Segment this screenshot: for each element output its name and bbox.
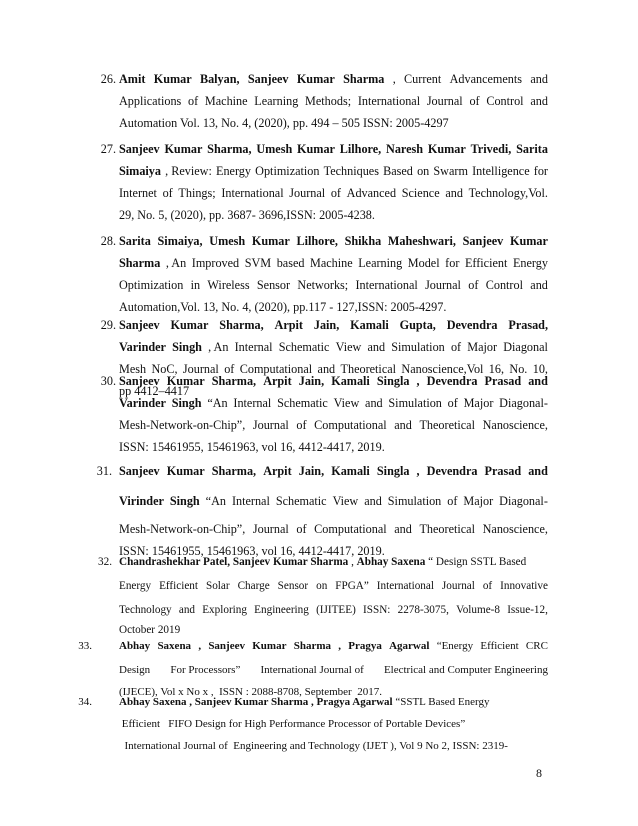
reference-word: Advancements — [449, 72, 523, 86]
reference-word: Devendra — [446, 318, 498, 332]
reference-word: Diagonal — [503, 340, 548, 354]
reference-word: of — [482, 580, 493, 592]
reference-line — [119, 696, 548, 708]
reference-word: Trivedi, — [470, 142, 512, 156]
reference-line — [119, 440, 548, 455]
reference-number: 30. — [100, 374, 116, 388]
reference-word: Sharma — [119, 256, 161, 270]
reference-word: Kumar — [509, 234, 548, 248]
reference-word: Sarita — [119, 234, 151, 248]
reference-word: Sharma, — [211, 374, 257, 388]
reference-word: Efficient — [480, 640, 519, 652]
reference-word: Naresh — [386, 142, 424, 156]
reference-word: Technology — [119, 604, 172, 616]
reference-line — [119, 522, 548, 537]
reference-word: Simaiya, — [157, 234, 203, 248]
reference-word: Kumar — [427, 142, 466, 156]
reference-word: Sharma — [343, 72, 385, 86]
reference-word: Learning — [358, 256, 403, 270]
reference-word: Kumar — [170, 318, 209, 332]
reference-word: Kumar — [251, 234, 290, 248]
reference-word: , An — [165, 256, 187, 270]
reference-number: 31. — [96, 464, 112, 478]
reference-word: ISSN: — [363, 604, 391, 616]
reference-word: “ Design SSTL Based — [425, 556, 527, 568]
reference-word: Devendra — [426, 374, 478, 388]
reference-word: Abhay Saxena — [356, 556, 426, 568]
reference-word: Journal — [252, 418, 289, 432]
reference-line — [119, 464, 548, 479]
reference-line — [119, 374, 548, 389]
reference-word: Improved — [191, 256, 240, 270]
reference-word: Simulation — [387, 494, 442, 508]
reference-word: International — [221, 186, 284, 200]
reference-word: and — [530, 72, 548, 86]
reference-word: Saxena — [157, 640, 192, 652]
reference-number: 34. — [78, 696, 92, 708]
reference-word: Wireless — [207, 278, 250, 292]
reference-word: and — [528, 464, 548, 478]
reference-word: Machine — [204, 94, 248, 108]
reference-word: Sharma, — [211, 464, 257, 478]
reference-word: Kumar — [166, 374, 205, 388]
reference-word: Energy — [216, 164, 251, 178]
reference-word: Nanoscience, — [482, 522, 548, 536]
reference-word: SVM — [244, 256, 272, 270]
reference-word: Based — [383, 164, 413, 178]
reference-word: Optimization — [255, 164, 320, 178]
reference-word: Singla — [376, 374, 410, 388]
reference-word: Methods; — [305, 94, 352, 108]
reference-word: Kumar — [252, 640, 287, 652]
reference-word: Internal — [233, 396, 272, 410]
reference-word: Nanoscience,Vol — [401, 362, 484, 376]
reference-word: Sarita — [516, 142, 548, 156]
reference-word: View — [332, 494, 359, 508]
reference-word: Sharma — [293, 640, 331, 652]
reference-word: Major — [467, 340, 498, 354]
reference-word: Charge — [237, 580, 270, 592]
reference-word: Exploring — [202, 604, 247, 616]
reference-word: Varinder — [119, 340, 166, 354]
reference-word: , Review: — [165, 164, 212, 178]
reference-word: Electrical and Computer Engineering — [383, 664, 548, 676]
reference-word: Jain, — [298, 464, 325, 478]
reference-word: Journal — [425, 278, 461, 292]
reference-word: Journal — [441, 580, 475, 592]
reference-word: “SSTL Based Energy — [392, 696, 490, 708]
reference-word: of — [330, 186, 341, 200]
reference-word: of — [162, 186, 173, 200]
reference-line — [119, 164, 548, 179]
reference-word: Things; — [178, 186, 216, 200]
reference-word: Design — [119, 664, 151, 676]
reference-word: and — [394, 418, 412, 432]
reference-word: Sensor — [256, 278, 291, 292]
reference-line — [119, 418, 548, 433]
reference-word: For Processors” — [170, 664, 241, 676]
reference-word: Journal — [289, 186, 326, 200]
reference-number: 27. — [100, 142, 116, 156]
reference-word: Kamali — [350, 318, 389, 332]
reference-word: Umesh — [256, 142, 293, 156]
reference-word: Intelligence — [472, 164, 530, 178]
reference-line — [119, 278, 548, 293]
reference-word: International — [357, 94, 421, 108]
reference-line — [119, 740, 548, 752]
reference-word: Theoretical — [419, 522, 475, 536]
reference-word: Theoretical — [340, 362, 397, 376]
reference-word: Kamali — [331, 374, 370, 388]
reference-line — [119, 580, 548, 592]
reference-word: Engineering — [254, 604, 309, 616]
reference-word: Balyan, — [199, 72, 240, 86]
reference-line — [119, 494, 548, 509]
reference-word: Sharma, — [219, 318, 264, 332]
reference-word: in — [190, 278, 201, 292]
reference-word: International — [376, 580, 434, 592]
reference-number: 28. — [100, 234, 116, 248]
reference-word: Learning — [254, 94, 299, 108]
reference-word: International — [355, 278, 418, 292]
reference-word: Optimization — [119, 278, 184, 292]
reference-word: on — [417, 164, 430, 178]
reference-line — [119, 624, 548, 636]
reference-word: Singla — [376, 464, 410, 478]
reference-word: Automation,Vol. 13, No. 4, (2020), pp.117 - 127,ISSN: 2005-4297. — [119, 300, 447, 314]
reference-line — [119, 142, 548, 157]
reference-word: for — [445, 256, 460, 270]
reference-word: Kamali — [331, 464, 370, 478]
reference-word: Solar — [205, 580, 230, 592]
reference-word: Jain, — [313, 318, 340, 332]
reference-line — [119, 318, 548, 333]
reference-word: and — [317, 362, 336, 376]
reference-word: Current — [404, 72, 442, 86]
reference-word: Sanjeev — [462, 234, 504, 248]
reference-word: Networks; — [297, 278, 349, 292]
reference-line — [119, 718, 548, 730]
reference-word: of — [447, 396, 458, 410]
reference-word: ISSN: 15461955, 15461963, vol 16, 4412-4417, 2019. — [119, 544, 385, 558]
reference-word: Issue-12, — [507, 604, 548, 616]
reference-word: Sanjeev — [119, 464, 160, 478]
reference-word: Diagonal- — [499, 494, 548, 508]
reference-word: of — [224, 362, 235, 376]
reference-line — [119, 340, 548, 355]
reference-word: Kumar — [164, 142, 203, 156]
reference-word: Energy — [512, 256, 548, 270]
reference-word: Computational — [239, 362, 313, 376]
reference-word: and — [364, 494, 382, 508]
reference-word: 2278-3075, — [397, 604, 449, 616]
reference-word: Volume-8 — [456, 604, 500, 616]
reference-word: and — [365, 396, 383, 410]
reference-word: on — [316, 580, 328, 592]
reference-word: Sanjeev — [119, 318, 160, 332]
reference-word: Abhay — [119, 640, 151, 652]
reference-word: Schematic — [277, 396, 328, 410]
reference-word: Model — [407, 256, 440, 270]
reference-word: Sanjeev — [208, 640, 245, 652]
reference-word: of — [296, 418, 307, 432]
reference-word: Computational — [314, 418, 387, 432]
reference-line — [119, 604, 548, 616]
reference-word: View — [335, 340, 362, 354]
reference-word: of — [188, 94, 199, 108]
reference-line — [119, 186, 548, 201]
reference-word: Efficient — [464, 256, 508, 270]
reference-word: “Energy — [436, 640, 474, 652]
reference-word: ISSN: 15461955, 15461963, vol 16, 4412-4417, 2019. — [119, 440, 385, 454]
reference-word: Schematic — [275, 494, 327, 508]
reference-word: Singh — [169, 494, 200, 508]
reference-word: and — [530, 278, 548, 292]
reference-word: Chandrashekhar Patel, Sanjeev Kumar Sharma — [119, 556, 349, 568]
page-number: 8 — [536, 766, 542, 780]
reference-word: Journal — [426, 94, 463, 108]
reference-word: FPGA” — [335, 580, 369, 592]
reference-line — [119, 234, 548, 249]
reference-word: , — [392, 72, 396, 86]
reference-word: Sanjeev — [247, 72, 289, 86]
reference-word: Sharma, — [207, 142, 252, 156]
reference-word: and — [528, 374, 548, 388]
reference-word: “An — [205, 494, 226, 508]
reference-word: Journal — [252, 522, 289, 536]
reference-word: Lilhore, — [296, 234, 338, 248]
reference-word: Nanoscience, — [482, 418, 548, 432]
reference-word: (IJECE), Vol x No x , ISSN : 2088-8708, September 2017. — [119, 686, 382, 698]
reference-word: , — [348, 556, 357, 568]
reference-word: Prasad, — [508, 318, 548, 332]
reference-line — [119, 94, 548, 109]
reference-word: Science — [401, 186, 440, 200]
reference-word: Sanjeev — [119, 142, 160, 156]
reference-word: Simulation — [388, 396, 442, 410]
reference-word: Advanced — [346, 186, 397, 200]
reference-word: of — [469, 94, 480, 108]
reference-word: pp 4412–4417 — [119, 384, 190, 398]
reference-word: and — [367, 340, 386, 354]
reference-word: Varinder — [119, 396, 166, 410]
reference-word: Simulation — [391, 340, 445, 354]
reference-word: Kumar — [297, 142, 335, 156]
reference-word: Control — [485, 278, 523, 292]
reference-word: Arpit — [263, 464, 292, 478]
reference-word: Major — [463, 396, 494, 410]
reference-line — [119, 72, 548, 87]
reference-line — [119, 300, 548, 315]
reference-word: October 2019 — [119, 624, 181, 636]
reference-word: Gupta, — [399, 318, 436, 332]
reference-word: View — [333, 396, 360, 410]
reference-word: (IJITEE) — [316, 604, 356, 616]
reference-line — [119, 116, 548, 131]
reference-word: Mesh-Network-on-Chip”, — [119, 522, 246, 536]
reference-word: Devendra — [426, 464, 478, 478]
reference-number: 32. — [98, 556, 112, 568]
reference-word: Internet — [119, 186, 157, 200]
reference-word: and — [178, 604, 196, 616]
reference-word: of — [296, 522, 307, 536]
reference-word: and — [530, 94, 548, 108]
reference-number: 26. — [100, 72, 116, 86]
reference-word: , — [416, 464, 420, 478]
reference-line — [119, 208, 548, 223]
reference-word: Efficient — [159, 580, 199, 592]
reference-word: Prasad — [484, 464, 522, 478]
reference-word: Sensor — [277, 580, 309, 592]
reference-word: of — [447, 494, 458, 508]
reference-word: 16, — [488, 362, 505, 376]
reference-word: Techniques — [323, 164, 379, 178]
reference-word: Singh — [171, 396, 202, 410]
reference-word: Swarm — [433, 164, 468, 178]
reference-number: 29. — [100, 318, 116, 332]
reference-word: Pragya — [348, 640, 382, 652]
reference-word: Kumar — [153, 72, 192, 86]
reference-line — [119, 556, 548, 568]
reference-word: of — [450, 340, 462, 354]
reference-word: Control — [486, 94, 524, 108]
reference-word: Agarwal — [389, 640, 430, 652]
reference-number: 33. — [78, 640, 92, 652]
reference-word: Shikha — [344, 234, 382, 248]
reference-word: Jain, — [298, 374, 325, 388]
reference-word: , — [416, 374, 420, 388]
reference-word: Prasad — [484, 374, 522, 388]
reference-word: based — [276, 256, 305, 270]
reference-line — [119, 664, 548, 676]
reference-word: Efficient FIFO Design for High Performance Processor of Portable Devices” — [119, 718, 466, 730]
reference-word: Virinder — [119, 494, 164, 508]
reference-word: , — [198, 640, 202, 652]
reference-word: Arpit — [263, 374, 292, 388]
reference-word: Theoretical — [419, 418, 475, 432]
reference-word: Arpit — [274, 318, 303, 332]
reference-line — [119, 396, 548, 411]
reference-word: Diagonal- — [499, 396, 548, 410]
reference-word: and — [394, 522, 412, 536]
reference-word: Umesh — [209, 234, 246, 248]
reference-word: Singh — [172, 340, 202, 354]
reference-word: Amit — [119, 72, 146, 86]
reference-word: Schematic — [278, 340, 330, 354]
reference-word: Lilhore, — [339, 142, 382, 156]
reference-word: Abhay Saxena , Sanjeev Kumar Sharma , Pragya Agarwal — [119, 696, 393, 708]
reference-word: Kumar — [296, 72, 335, 86]
reference-word: 29, No. 5, (2020), pp. 3687- 3696,ISSN: 2005-4238. — [119, 208, 375, 222]
reference-word: Mesh-Network-on-Chip”, — [119, 418, 246, 432]
reference-word: , An — [208, 340, 229, 354]
reference-word: NoC, — [151, 362, 178, 376]
reference-word: Automation Vol. 13, No. 4, (2020), pp. 494 – 505 ISSN: 2005-4297 — [119, 116, 449, 130]
reference-line — [119, 256, 548, 271]
reference-word: Kumar — [166, 464, 205, 478]
reference-word: International Journal of — [260, 664, 364, 676]
reference-word: Mesh — [119, 362, 147, 376]
reference-word: Machine — [310, 256, 353, 270]
reference-word: Computational — [314, 522, 387, 536]
reference-word: International Journal of Engineering and Technology (IJET ), Vol 9 No 2, ISSN: 2319- — [119, 740, 508, 752]
reference-word: Innovative — [500, 580, 548, 592]
reference-word: of — [468, 278, 479, 292]
reference-line — [119, 640, 548, 652]
reference-word: 10, — [532, 362, 548, 376]
reference-word: No. — [509, 362, 528, 376]
reference-word: , — [338, 640, 341, 652]
reference-word: Sanjeev — [119, 374, 160, 388]
reference-word: Technology,Vol. — [468, 186, 548, 200]
reference-word: CRC — [525, 640, 548, 652]
reference-word: and — [445, 186, 463, 200]
reference-word: “An — [207, 396, 228, 410]
reference-word: Applications — [119, 94, 182, 108]
reference-word: Simaiya — [119, 164, 161, 178]
reference-word: Internal — [231, 494, 270, 508]
reference-word: Internal — [234, 340, 273, 354]
reference-word: for — [533, 164, 548, 178]
reference-word: Major — [463, 494, 494, 508]
reference-word: Maheshwari, — [387, 234, 456, 248]
reference-word: Journal — [182, 362, 219, 376]
reference-word: Energy — [119, 580, 152, 592]
